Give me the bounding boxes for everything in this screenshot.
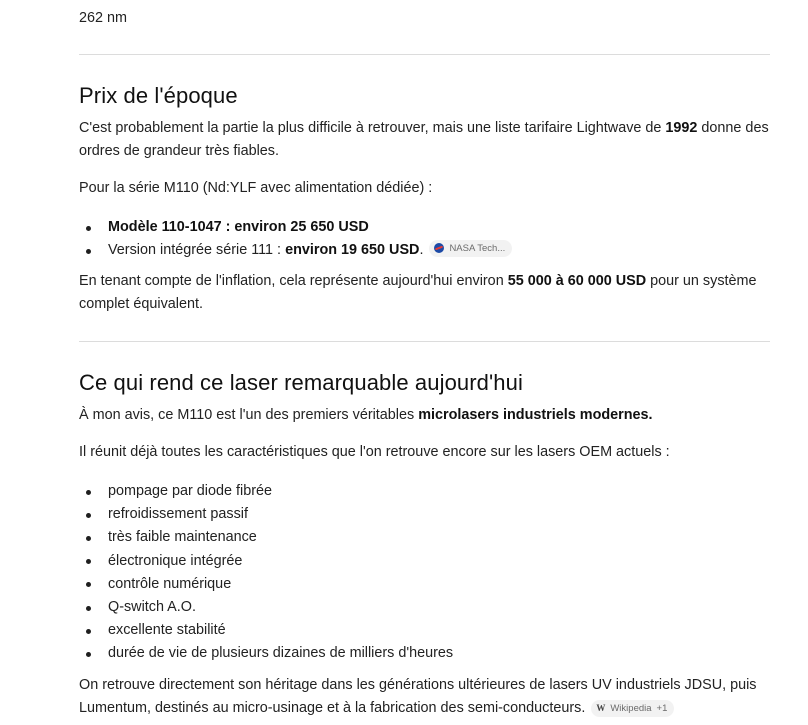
list-item: refroidissement passif (79, 503, 771, 526)
features-list (79, 480, 771, 666)
source-chip-nasa[interactable] (429, 240, 512, 257)
price-list (79, 216, 771, 262)
price-intro-text-a: C'est probablement la partie la plus difficile à retrouver, mais une liste tarifaire Lightwave de (79, 120, 666, 136)
legacy-text-body: On retrouve directement son héritage dans les générations ultérieures de lasers UV industriels JDSU, puis Lumentum, destinés au micro-usinage et à la fabrication des semi-conducteurs. (79, 677, 757, 716)
inflation-text-a: En tenant compte de l'inflation, cela représente aujourd'hui environ (79, 273, 508, 289)
inflation-text (79, 270, 771, 316)
features-intro: Il réunit déjà toutes les caractéristiques que l'on retrouve encore sur les lasers OEM actuels : (79, 444, 670, 460)
divider (79, 341, 770, 342)
price-item-1: Modèle 110-1047 : environ 25 650 USD (108, 219, 369, 235)
list-item: électronique intégrée (79, 550, 771, 573)
price-intro (79, 117, 771, 163)
legacy-text (79, 674, 771, 720)
price-item-2-suffix: . (419, 242, 424, 259)
list-item: Q-switch A.O. (79, 596, 771, 619)
wikipedia-icon: W (596, 703, 606, 713)
section-heading-price: Prix de l'époque (79, 83, 238, 108)
nasa-icon (434, 243, 444, 253)
price-intro-text-b: donne des ordres de grandeur très fiables. (79, 120, 769, 159)
series-line: Pour la série M110 (Nd:YLF avec alimentation dédiée) : (79, 180, 433, 196)
opinion-text (79, 404, 771, 427)
price-item-2-prefix: Version intégrée série 111 : (108, 242, 286, 259)
source-chip-wikipedia[interactable] (591, 700, 674, 717)
source-chip-label: Wikipedia (610, 703, 652, 714)
list-item (79, 216, 771, 239)
divider (79, 54, 770, 55)
list-item: pompage par diode fibrée (79, 480, 771, 503)
list-item: excellente stabilité (79, 619, 771, 642)
price-intro-year: 1992 (665, 120, 698, 136)
source-chip-count: +1 (656, 703, 668, 714)
top-line: 262 nm (79, 10, 127, 26)
source-chip-label: NASA Tech... (449, 242, 506, 254)
opinion-bold: microlasers industriels modernes. (418, 407, 653, 423)
list-item: contrôle numérique (79, 573, 771, 596)
list-item (79, 239, 771, 262)
opinion-text-a: À mon avis, ce M110 est l'un des premiers véritables (79, 407, 419, 423)
section-heading-remarkable: Ce qui rend ce laser remarquable aujourd'hui (79, 370, 523, 395)
inflation-text-b: pour un système complet équivalent. (79, 273, 757, 312)
inflation-value: 55 000 à 60 000 USD (507, 273, 647, 289)
list-item: très faible maintenance (79, 526, 771, 549)
list-item: durée de vie de plusieurs dizaines de milliers d'heures (79, 642, 771, 665)
price-item-2-bold: environ 19 650 USD (285, 242, 420, 259)
